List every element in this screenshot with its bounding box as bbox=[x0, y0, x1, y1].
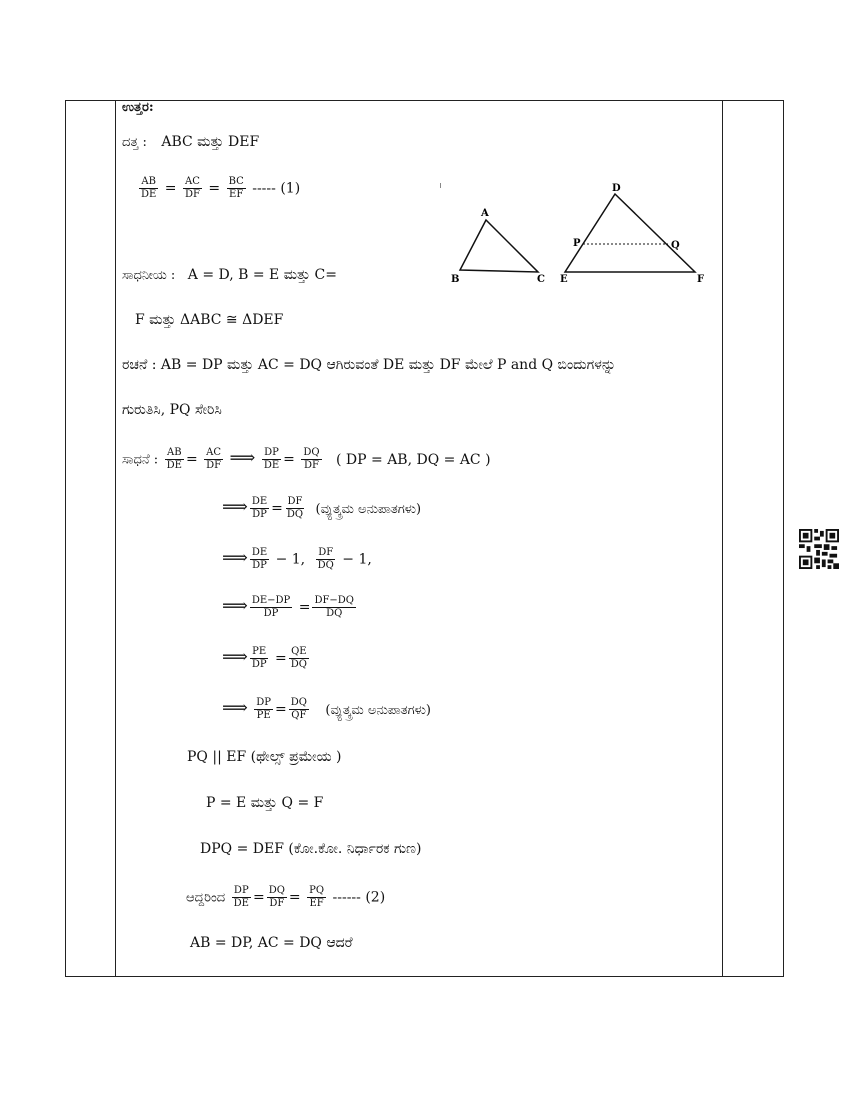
construction-line-1: ರಚನೆ : AB = DP ಮತ್ತು AC = DQ ಆಗಿರುವಂತೆ DE ಮತ್ತು DF ಮೇಲೆ P and Q ಬಿಂದುಗಳನ್ನು bbox=[122, 357, 616, 373]
step1-tail: ( DP = AB, DQ = AC ) bbox=[336, 451, 491, 468]
proof-step-11: AB = DP, AC = DQ ಆದರೆ bbox=[190, 935, 353, 951]
proof-step-5: ⟹ $\frac{PE}{DP}$ = $\frac{QE}{DQ}$ bbox=[222, 646, 307, 670]
den: DE bbox=[263, 460, 280, 471]
frac bbox=[301, 448, 321, 471]
num: AB bbox=[166, 447, 182, 458]
construction-line-2: ಗುರುತಿಸಿ, PQ ಸೇರಿಸಿ bbox=[122, 402, 222, 418]
proof-step-9: DPQ = DEF (ಕೋ.ಕೋ. ನಿರ್ಧಾರಕ ಗುಣ) bbox=[200, 841, 422, 857]
den: DF bbox=[303, 460, 319, 471]
den: QF bbox=[291, 710, 307, 721]
den: EF bbox=[229, 189, 244, 200]
num: DE bbox=[251, 547, 268, 558]
num: DP bbox=[256, 697, 272, 708]
den: DE bbox=[166, 460, 182, 471]
num: PQ bbox=[309, 885, 325, 896]
frac bbox=[285, 497, 305, 520]
proof-step-6: ⟹ $\frac{DP}{PE}$ = $\frac{DQ}{QF}$ (ವ್ಯುತ್ಕ್ರಮ ಅನುಪಾತಗಳು) bbox=[222, 697, 431, 721]
proof-step-2: ⟹ $\frac{DE}{DP}$ = $\frac{DF}{DQ}$ (ವ್ಯುತ್ಕ್ರಮ ಅನುಪಾತಗಳು) bbox=[222, 496, 422, 520]
label-f: F bbox=[697, 274, 705, 285]
frac bbox=[316, 548, 336, 571]
num: DF−DQ bbox=[314, 595, 355, 606]
proof-step-10: ಆದ್ದರಿಂದ $\frac{DP}{DE}$ = $\frac{DQ}{DF}$ = $\frac{PQ}{EF}$ ------ (2) bbox=[186, 885, 386, 909]
label-d: D bbox=[612, 183, 621, 194]
label-a: A bbox=[481, 208, 489, 219]
left-column-divider bbox=[115, 100, 116, 977]
frac bbox=[312, 596, 356, 619]
frac-ab-de bbox=[139, 177, 158, 200]
frac bbox=[289, 647, 309, 670]
frac bbox=[165, 448, 184, 471]
given-text: ABC ಮತ್ತು DEF bbox=[161, 134, 260, 150]
eq2-ref: ------ (2) bbox=[332, 889, 386, 906]
therefore-label: ಆದ್ದರಿಂದ bbox=[186, 890, 226, 906]
num: DP bbox=[264, 447, 279, 458]
frac bbox=[250, 647, 269, 670]
num: DQ bbox=[303, 447, 320, 458]
proof-step-7: PQ || EF (ಥೇಲ್ಸ್ ಪ್ರಮೇಯ ) bbox=[187, 749, 342, 765]
label-q: Q bbox=[671, 240, 680, 251]
num: DQ bbox=[268, 885, 285, 896]
eq1-ref: ----- (1) bbox=[252, 180, 301, 197]
den: DP bbox=[263, 608, 279, 619]
proof-step-3: ⟹ $\frac{DE}{DP}$ − 1, $\frac{DF}{DQ}$ − 1, bbox=[222, 547, 372, 571]
label-b: B bbox=[451, 274, 460, 285]
triangles-figure bbox=[440, 180, 715, 290]
proof-label: ಸಾಧನೆ : bbox=[122, 452, 159, 468]
num: DE−DP bbox=[251, 595, 291, 606]
right-column-divider bbox=[722, 100, 723, 977]
den: DE bbox=[141, 189, 157, 200]
frac bbox=[262, 448, 281, 471]
num: DQ bbox=[290, 697, 307, 708]
label-e: E bbox=[560, 274, 568, 285]
frac bbox=[267, 886, 287, 909]
frac bbox=[250, 596, 292, 619]
frac bbox=[204, 448, 223, 471]
to-prove-line bbox=[122, 268, 337, 282]
to-prove-text: A = D, B = E ಮತ್ತು C= bbox=[187, 267, 337, 283]
frac bbox=[254, 698, 273, 721]
den: DQ bbox=[326, 608, 343, 619]
equation-1: $\frac{AB}{DE}$ = $\frac{AC}{DF}$ = $\frac{BC}{EF}$ ----- (1) bbox=[141, 176, 301, 200]
step6-note: (ವ್ಯುತ್ಕ್ರಮ ಅನುಪಾತಗಳು) bbox=[325, 702, 431, 718]
den: DQ bbox=[286, 509, 304, 520]
den: DQ bbox=[290, 659, 307, 670]
step2-note: (ವ್ಯುತ್ಕ್ರಮ ಅನುಪಾತಗಳು) bbox=[315, 501, 422, 517]
given-line bbox=[122, 135, 259, 149]
proof-step-4: ⟹ $\frac{DE-DP}{DP}$ = $\frac{DF-DQ}{DQ}$ bbox=[222, 595, 355, 619]
to-prove-label: ಸಾಧನೀಯ : bbox=[122, 268, 176, 283]
num: AB bbox=[141, 176, 156, 187]
den: DF bbox=[206, 460, 222, 471]
den: DE bbox=[233, 898, 249, 909]
den: EF bbox=[309, 898, 324, 909]
frac-ac-df bbox=[183, 177, 202, 200]
num: AC bbox=[206, 447, 222, 458]
den: DP bbox=[252, 509, 267, 520]
num: DF bbox=[287, 496, 303, 507]
triangle-abc bbox=[460, 220, 538, 272]
num: PE bbox=[252, 646, 267, 657]
num: DF bbox=[318, 547, 334, 558]
answer-heading: ಉತ್ತರ: bbox=[122, 100, 154, 115]
given-label: ದತ್ತ : bbox=[122, 135, 147, 150]
proof-step-1: ಸಾಧನೆ : $\frac{AB}{DE}$ = $\frac{AC}{DF}$ ⟹ $\frac{DP}{DE}$ = $\frac{DQ}{DF}$ ( DP = AB, DQ = AC ) bbox=[122, 447, 491, 471]
den: DF bbox=[184, 189, 200, 200]
frac bbox=[232, 886, 251, 909]
den: DP bbox=[251, 659, 267, 670]
label-c: C bbox=[537, 274, 545, 285]
den: PE bbox=[256, 710, 271, 721]
num: DP bbox=[233, 885, 249, 896]
proof-step-8: P = E ಮತ್ತು Q = F bbox=[206, 795, 324, 811]
den: DQ bbox=[317, 560, 334, 571]
frac bbox=[250, 548, 269, 571]
frac-bc-ef bbox=[227, 177, 246, 200]
qr-code-icon bbox=[799, 529, 839, 569]
frac bbox=[289, 698, 309, 721]
label-p: P bbox=[573, 238, 581, 249]
num: QE bbox=[291, 646, 307, 657]
den: DF bbox=[269, 898, 285, 909]
frac bbox=[250, 497, 269, 520]
triangle-def bbox=[565, 194, 695, 272]
to-prove-line-2: F ಮತ್ತು ΔABC ≅ ΔDEF bbox=[135, 312, 284, 328]
num: DE bbox=[251, 496, 268, 507]
den: DP bbox=[252, 560, 267, 571]
minus-one: − 1, bbox=[342, 551, 372, 568]
num: BC bbox=[228, 176, 244, 187]
minus-one: − 1, bbox=[275, 551, 306, 568]
num: AC bbox=[185, 176, 200, 187]
frac bbox=[307, 886, 326, 909]
